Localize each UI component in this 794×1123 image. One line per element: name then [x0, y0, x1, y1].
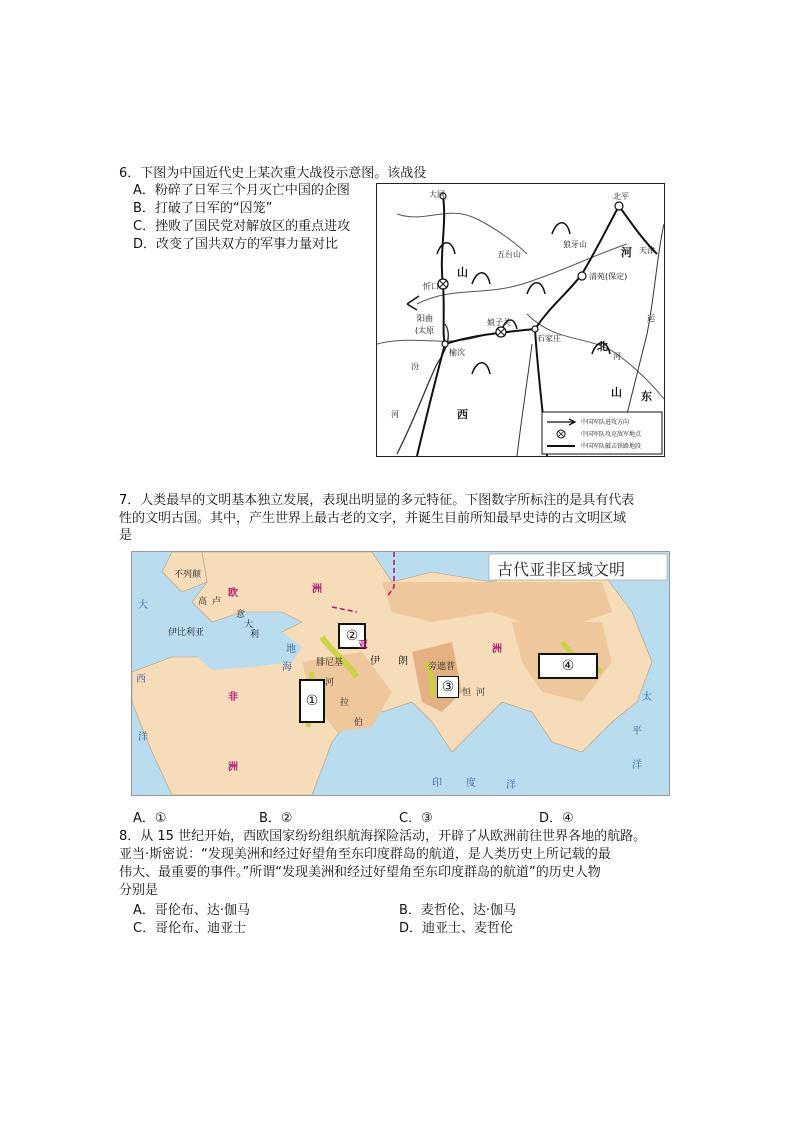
civ-label-zhou2: 洲: [228, 762, 238, 773]
map-region-xi: 西: [457, 408, 468, 421]
legend-capture: 中国军队攻克敌军地点: [581, 431, 642, 438]
q7-option-a: A．①: [133, 811, 167, 826]
map-river-he2: 河: [613, 352, 621, 361]
legend-rail: 中国军队破击铁路地段: [581, 443, 642, 450]
civ-label-lang: 朗: [398, 656, 408, 667]
civ-mark-4: ④: [538, 653, 598, 679]
q8-option-d: D．迪亚士、麦哲伦: [399, 921, 514, 936]
civ-map-title: 古代亚非区域文明: [497, 560, 626, 579]
map-river-fen2: 河: [391, 410, 399, 419]
map-place-yuci: 榆次: [449, 348, 465, 357]
civ-label-gao: 高: [198, 597, 208, 607]
civ-label-da: 大: [244, 620, 254, 630]
civ-label-zhebupu: 旁遮普: [428, 662, 456, 672]
civ-label-yibili: 伊比利亚: [168, 628, 205, 638]
civ-label-hai: 海: [282, 662, 292, 673]
civ-label-fei: 非: [228, 692, 238, 703]
map-place-beiping: 北平: [613, 192, 629, 201]
q7-stem-line3: 是: [119, 528, 133, 543]
afro-asian-civilization-map: [131, 551, 670, 796]
civ-label-yi2: 伊: [370, 656, 380, 667]
civ-label-li: 利: [250, 630, 260, 640]
q7-option-c: C．③: [399, 811, 433, 826]
q8-option-b: B．麦哲伦、达·伽马: [399, 903, 517, 918]
civ-mark-2: ②: [338, 623, 366, 649]
civ-label-yin: 印: [432, 778, 442, 789]
map-place-wutaishan: 五台山: [497, 250, 521, 259]
battle-map: [376, 183, 665, 457]
q6-stem: 6．下图为中国近代史上某次重大战役示意图。该战役: [119, 166, 427, 181]
map-place-yangqu: 阳曲: [417, 314, 433, 323]
q6-option-d: D．改变了国共双方的军事力量对比: [133, 237, 339, 252]
civ-label-ya: 亚: [358, 640, 368, 651]
civ-label-zhou3: 洲: [492, 644, 502, 655]
map-region-bei: 北: [597, 340, 608, 353]
map-river-yun: 运: [647, 314, 655, 323]
map-place-langyashan: 狼牙山: [563, 240, 587, 249]
q8-option-a: A．哥伦布、达·伽马: [133, 903, 251, 918]
civ-label-buliedian: 不列颠: [174, 570, 202, 580]
civ-label-yang: 洋: [138, 732, 148, 743]
civ-label-yang2: 洋: [506, 780, 516, 791]
map-place-xinkou: 忻口: [423, 282, 439, 291]
civ-label-du: 度: [466, 778, 476, 789]
civ-label-dizhong: 地: [286, 644, 296, 655]
map-region-shan2: 山: [611, 386, 622, 399]
civ-label-bo: 伯: [354, 718, 364, 728]
map-region-he: 河: [621, 246, 632, 259]
map-place-qingyuan: 清苑(保定): [589, 272, 628, 281]
map-region-dong: 东: [641, 390, 652, 403]
map-place-shijiazhuang: 石家庄: [537, 334, 561, 343]
civ-label-lu: 卢: [212, 597, 222, 607]
civ-label-feinijy: 腓尼基: [316, 658, 344, 668]
civ-label-he: 河: [325, 678, 335, 688]
civ-label-la: 拉: [340, 698, 350, 708]
civ-label-zhou1: 洲: [312, 584, 322, 595]
q8-stem-line1: 8．从 15 世纪开始，西欧国家纷纷组织航海探险活动，开辟了从欧洲前往世界各地的航路。: [119, 829, 647, 844]
q6-option-c: C．挫败了国民党对解放区的重点进攻: [133, 219, 351, 234]
civ-label-ping: 平: [632, 726, 642, 737]
civ-label-xi: 西: [136, 674, 146, 685]
map-place-datong: 大同: [429, 190, 445, 199]
map-region-shan1: 山: [457, 266, 468, 279]
q7-stem-line2: 性的文明古国。其中，产生世界上最古老的文字，并诞生目前所知最早史诗的古文明区域: [119, 511, 627, 526]
civ-label-da2: 大: [138, 600, 148, 611]
civ-label-yang3: 洋: [632, 760, 642, 771]
civ-label-tai: 太: [642, 692, 652, 703]
q6-option-a: A．粉碎了日军三个月灭亡中国的企图: [133, 183, 350, 198]
map-river-fen1: 汾: [411, 362, 419, 371]
q8-stem-line4: 分别是: [119, 883, 159, 898]
civ-mark-3: ③: [437, 676, 459, 698]
map-place-taiyuan: (太原: [415, 326, 435, 335]
legend-attack: 中国军队进攻方向: [581, 419, 630, 426]
q6-option-b: B．打破了日军的“囚笼”: [133, 201, 273, 216]
civ-label-he2: 河: [476, 688, 486, 698]
q7-option-b: B．②: [259, 811, 293, 826]
q7-option-d: D．④: [539, 811, 574, 826]
civ-mark-1: ①: [299, 679, 325, 723]
q8-stem-line3: 伟大、最重要的事件。”所谓“发现美洲和经过好望角至东印度群岛的航道”的历史人物: [119, 865, 601, 880]
q7-stem-line1: 7．人类最早的文明基本独立发展，表现出明显的多元特征。下图数字所标注的是具有代表: [119, 493, 635, 508]
civ-label-ou: 欧: [228, 588, 238, 599]
civ-label-yi: 意: [236, 610, 246, 620]
civ-label-heng: 恒: [462, 688, 472, 698]
map-place-niangziguan: 娘子关: [487, 318, 511, 327]
map-place-tianjin: 天津: [639, 246, 655, 255]
q8-stem-line2: 亚当·斯密说：“发现美洲和经过好望角至东印度群岛的航道，是人类历史上所记载的最: [119, 847, 611, 862]
q8-option-c: C．哥伦布、迪亚士: [133, 921, 247, 936]
